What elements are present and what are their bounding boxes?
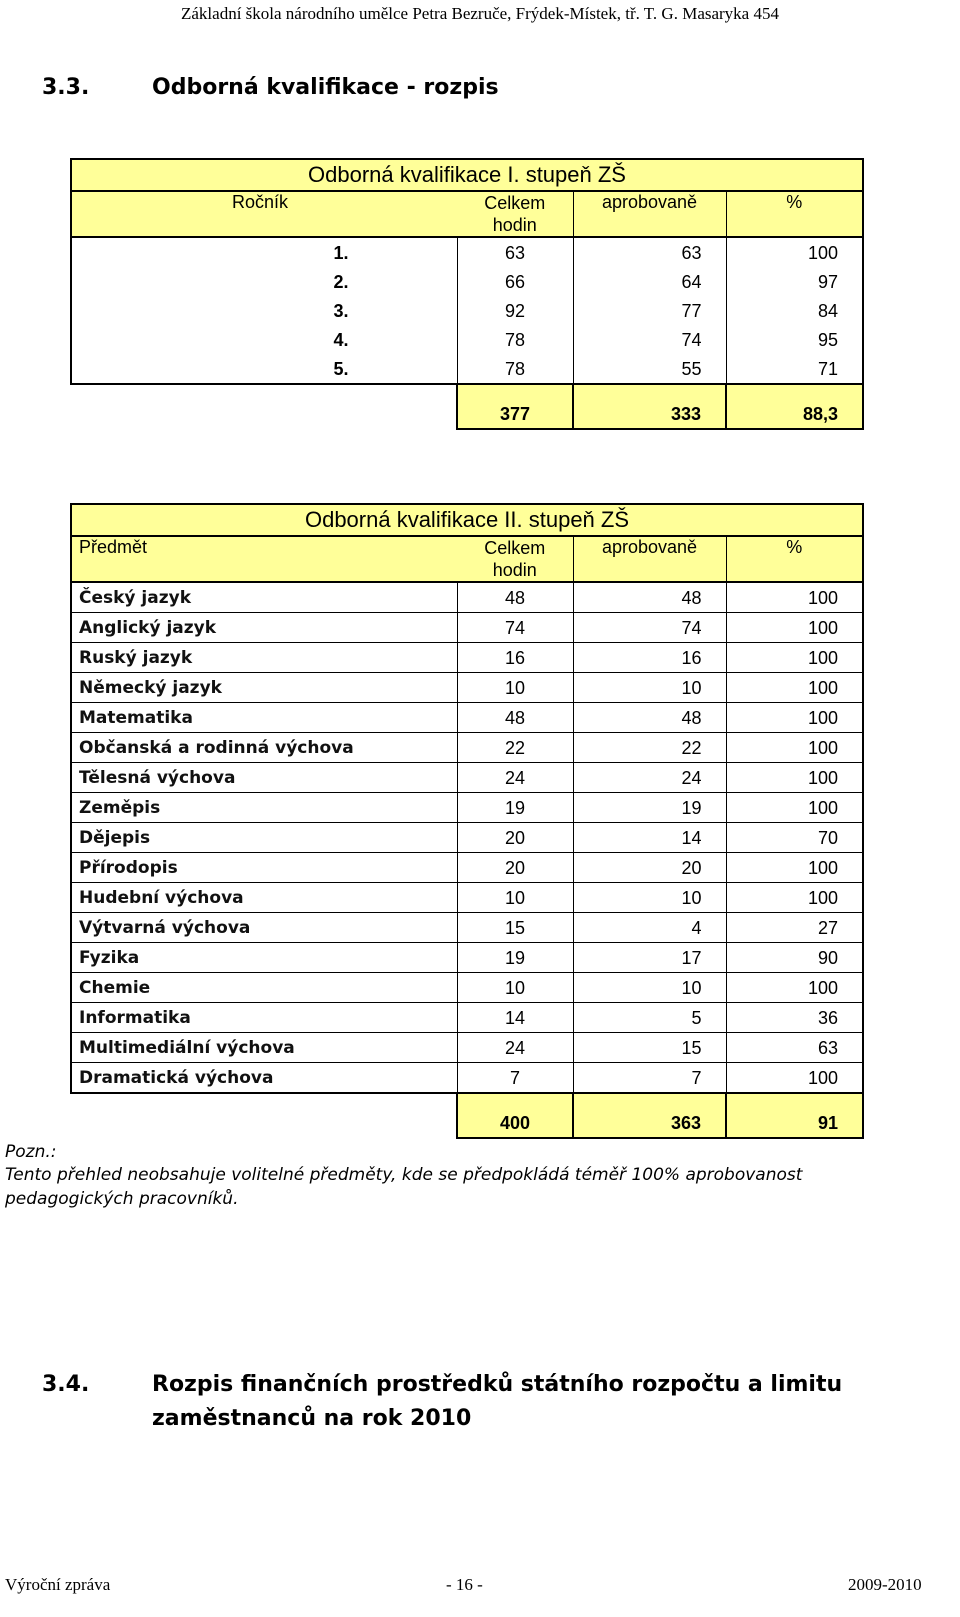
row-label: Fyzika bbox=[71, 943, 457, 973]
table-row bbox=[71, 883, 863, 913]
cell-percent: 97 bbox=[726, 267, 863, 296]
cell-percent: 100 bbox=[726, 673, 863, 703]
cell-total-hours: 14 bbox=[457, 1003, 573, 1033]
column-header-label: Ročník bbox=[71, 191, 457, 237]
table-title: Odborná kvalifikace II. stupeň ZŠ bbox=[71, 504, 863, 536]
section-heading-3-3 bbox=[42, 75, 942, 105]
column-header-total-hours bbox=[457, 191, 573, 237]
cell-total-hours: 78 bbox=[457, 325, 573, 354]
header-celkem: Celkem bbox=[484, 538, 546, 558]
table-row bbox=[71, 582, 863, 613]
cell-approved: 24 bbox=[573, 763, 726, 793]
table-row bbox=[71, 237, 863, 267]
cell-percent: 90 bbox=[726, 943, 863, 973]
cell-approved: 48 bbox=[573, 703, 726, 733]
cell-total-hours: 74 bbox=[457, 613, 573, 643]
cell-approved: 74 bbox=[573, 325, 726, 354]
table-row bbox=[71, 296, 863, 325]
note-line-2: pedagogických pracovníků. bbox=[5, 1189, 239, 1209]
column-header-percent: % bbox=[726, 191, 863, 237]
row-label: 3. bbox=[71, 296, 457, 325]
section-heading-3-4 bbox=[42, 1372, 942, 1442]
row-label: Ruský jazyk bbox=[71, 643, 457, 673]
cell-percent: 100 bbox=[726, 883, 863, 913]
row-label: Český jazyk bbox=[71, 582, 457, 613]
row-label: Občanská a rodinná výchova bbox=[71, 733, 457, 763]
row-label: Informatika bbox=[71, 1003, 457, 1033]
cell-percent: 100 bbox=[726, 237, 863, 267]
cell-approved: 64 bbox=[573, 267, 726, 296]
cell-total-hours: 7 bbox=[457, 1063, 573, 1094]
total-percent: 88,3 bbox=[726, 384, 863, 429]
cell-approved: 4 bbox=[573, 913, 726, 943]
cell-approved: 5 bbox=[573, 1003, 726, 1033]
total-percent: 91 bbox=[726, 1093, 863, 1138]
section-number: 3.3. bbox=[42, 75, 90, 100]
section-title: Odborná kvalifikace - rozpis bbox=[152, 75, 499, 100]
cell-total-hours: 16 bbox=[457, 643, 573, 673]
cell-percent: 100 bbox=[726, 763, 863, 793]
cell-total-hours: 48 bbox=[457, 703, 573, 733]
section-title-line-1: Rozpis finančních prostředků státního rozpočtu a limitu bbox=[152, 1372, 843, 1397]
table-title: Odborná kvalifikace I. stupeň ZŠ bbox=[71, 159, 863, 191]
column-header-total-hours bbox=[457, 536, 573, 582]
cell-total-hours: 10 bbox=[457, 973, 573, 1003]
row-label: 4. bbox=[71, 325, 457, 354]
cell-approved: 48 bbox=[573, 582, 726, 613]
column-header-percent: % bbox=[726, 536, 863, 582]
column-header-label: Předmět bbox=[71, 536, 457, 582]
table-row bbox=[71, 703, 863, 733]
table-row bbox=[71, 1003, 863, 1033]
cell-approved: 10 bbox=[573, 973, 726, 1003]
table-header-row bbox=[71, 536, 863, 582]
row-label: Hudební výchova bbox=[71, 883, 457, 913]
table-row bbox=[71, 733, 863, 763]
header-celkem: Celkem bbox=[484, 193, 546, 213]
table-row bbox=[71, 943, 863, 973]
table-title-row bbox=[71, 159, 863, 191]
row-label: Multimediální výchova bbox=[71, 1033, 457, 1063]
cell-total-hours: 92 bbox=[457, 296, 573, 325]
cell-percent: 71 bbox=[726, 354, 863, 384]
cell-percent: 100 bbox=[726, 1063, 863, 1094]
table-row bbox=[71, 643, 863, 673]
row-label: 5. bbox=[71, 354, 457, 384]
cell-total-hours: 19 bbox=[457, 943, 573, 973]
column-header-approved: aprobovaně bbox=[573, 191, 726, 237]
cell-approved: 10 bbox=[573, 673, 726, 703]
table-row bbox=[71, 763, 863, 793]
row-label: Matematika bbox=[71, 703, 457, 733]
total-hours: 400 bbox=[457, 1093, 573, 1138]
row-label: Přírodopis bbox=[71, 853, 457, 883]
cell-percent: 100 bbox=[726, 643, 863, 673]
cell-percent: 100 bbox=[726, 613, 863, 643]
cell-total-hours: 20 bbox=[457, 823, 573, 853]
total-hours: 377 bbox=[457, 384, 573, 429]
total-approved: 363 bbox=[573, 1093, 726, 1138]
cell-total-hours: 66 bbox=[457, 267, 573, 296]
row-label: Dramatická výchova bbox=[71, 1063, 457, 1094]
cell-percent: 100 bbox=[726, 733, 863, 763]
cell-percent: 100 bbox=[726, 793, 863, 823]
table-row bbox=[71, 973, 863, 1003]
cell-percent: 100 bbox=[726, 582, 863, 613]
table-qualification-1 bbox=[70, 158, 864, 430]
total-approved: 333 bbox=[573, 384, 726, 429]
row-label: Dějepis bbox=[71, 823, 457, 853]
note-line-1: Tento přehled neobsahuje volitelné předměty, kde se předpokládá téměř 100% aprobovanost bbox=[5, 1165, 803, 1185]
cell-percent: 100 bbox=[726, 703, 863, 733]
table-row bbox=[71, 793, 863, 823]
cell-total-hours: 24 bbox=[457, 763, 573, 793]
row-label: Zeměpis bbox=[71, 793, 457, 823]
cell-approved: 15 bbox=[573, 1033, 726, 1063]
total-spacer bbox=[71, 384, 457, 429]
cell-percent: 70 bbox=[726, 823, 863, 853]
cell-total-hours: 10 bbox=[457, 883, 573, 913]
row-label: Německý jazyk bbox=[71, 673, 457, 703]
row-label: Výtvarná výchova bbox=[71, 913, 457, 943]
page-header: Základní škola národního umělce Petra Bezruče, Frýdek-Místek, tř. T. G. Masaryka 454 bbox=[181, 4, 779, 23]
header-hodin: hodin bbox=[492, 560, 537, 580]
table-total-row bbox=[71, 384, 863, 429]
section-title-line-2: zaměstnanců na rok 2010 bbox=[152, 1406, 472, 1431]
table-row bbox=[71, 1063, 863, 1094]
cell-total-hours: 24 bbox=[457, 1033, 573, 1063]
table-title-row bbox=[71, 504, 863, 536]
table-row bbox=[71, 1033, 863, 1063]
cell-approved: 77 bbox=[573, 296, 726, 325]
table-qualification-2 bbox=[70, 503, 864, 1139]
table-header-row bbox=[71, 191, 863, 237]
cell-total-hours: 48 bbox=[457, 582, 573, 613]
cell-total-hours: 63 bbox=[457, 237, 573, 267]
footer-left: Výroční zpráva bbox=[5, 1575, 111, 1594]
cell-total-hours: 78 bbox=[457, 354, 573, 384]
cell-approved: 7 bbox=[573, 1063, 726, 1094]
cell-total-hours: 10 bbox=[457, 673, 573, 703]
row-label: Anglický jazyk bbox=[71, 613, 457, 643]
cell-percent: 36 bbox=[726, 1003, 863, 1033]
cell-approved: 17 bbox=[573, 943, 726, 973]
header-hodin: hodin bbox=[492, 215, 537, 235]
table-row bbox=[71, 853, 863, 883]
cell-percent: 100 bbox=[726, 973, 863, 1003]
total-spacer bbox=[71, 1093, 457, 1138]
cell-percent: 95 bbox=[726, 325, 863, 354]
row-label: 2. bbox=[71, 267, 457, 296]
cell-approved: 10 bbox=[573, 883, 726, 913]
cell-percent: 63 bbox=[726, 1033, 863, 1063]
row-label: Tělesná výchova bbox=[71, 763, 457, 793]
table-row bbox=[71, 823, 863, 853]
cell-approved: 22 bbox=[573, 733, 726, 763]
cell-total-hours: 20 bbox=[457, 853, 573, 883]
cell-approved: 16 bbox=[573, 643, 726, 673]
footer-page-number: - 16 - bbox=[446, 1575, 483, 1594]
row-label: Chemie bbox=[71, 973, 457, 1003]
cell-approved: 14 bbox=[573, 823, 726, 853]
cell-approved: 74 bbox=[573, 613, 726, 643]
table-row bbox=[71, 325, 863, 354]
table-row bbox=[71, 354, 863, 384]
section-number: 3.4. bbox=[42, 1372, 90, 1397]
cell-percent: 100 bbox=[726, 853, 863, 883]
table-total-row bbox=[71, 1093, 863, 1138]
cell-approved: 20 bbox=[573, 853, 726, 883]
cell-approved: 63 bbox=[573, 237, 726, 267]
table-row bbox=[71, 673, 863, 703]
cell-total-hours: 22 bbox=[457, 733, 573, 763]
cell-percent: 84 bbox=[726, 296, 863, 325]
cell-approved: 55 bbox=[573, 354, 726, 384]
cell-total-hours: 15 bbox=[457, 913, 573, 943]
table-row bbox=[71, 913, 863, 943]
cell-total-hours: 19 bbox=[457, 793, 573, 823]
table-row bbox=[71, 267, 863, 296]
table-row bbox=[71, 613, 863, 643]
footer-right: 2009-2010 bbox=[848, 1575, 922, 1594]
cell-approved: 19 bbox=[573, 793, 726, 823]
row-label: 1. bbox=[71, 237, 457, 267]
cell-percent: 27 bbox=[726, 913, 863, 943]
column-header-approved: aprobovaně bbox=[573, 536, 726, 582]
note-label: Pozn.: bbox=[5, 1142, 57, 1162]
